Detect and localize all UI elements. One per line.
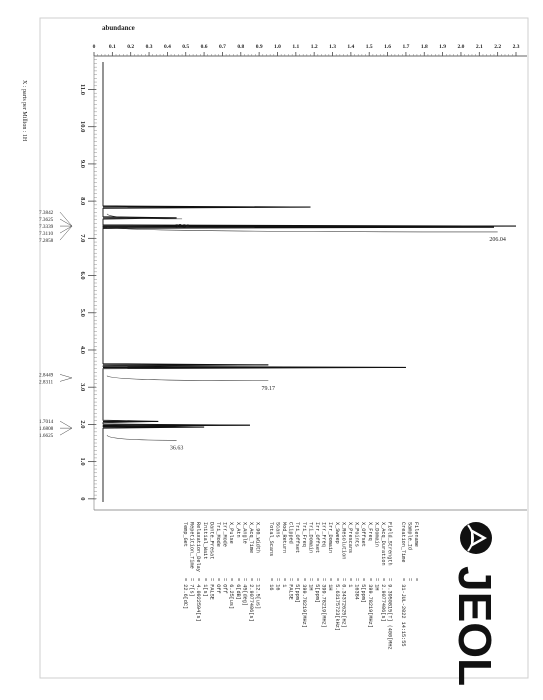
peak-label-connector [60,428,72,435]
logo-emblem-icon [460,522,492,554]
param-name: Tri_Freq [300,522,307,547]
param-value: = [406,578,413,582]
peak-label-connector [60,226,72,233]
y-tick-label: 0.5 [182,44,190,50]
peak-label-connector [60,378,72,382]
peak-label: 7.3842 [39,210,54,217]
y-tick-label: 2.2 [494,44,502,50]
acquisition-parameters [182,522,419,650]
param-name: Irr_Mode [221,522,228,547]
param-value: = 12.5[us] [254,578,261,610]
param-name: Mod_Return [281,522,287,554]
param-value: = 1H [327,578,334,591]
param-value: = 399.78219[MHz] [300,578,307,628]
param-value: = 1H [307,578,314,591]
param-name: X_Prescans [347,522,353,554]
param-name: X_Angle [241,522,248,544]
y-tick-label: 0.3 [145,44,153,50]
param-name: X_Pulse [228,522,235,544]
integral-curve [107,435,177,440]
param-name: Tri_Mode [215,522,221,547]
peak-label-connector [60,374,72,378]
param-name: Irr_Domain [327,522,334,554]
param-value: = 2.9077406[s] [248,578,254,622]
param-value: = 22.6[dC] [182,578,188,610]
y-tick-label: 0.6 [200,44,208,50]
param-value: = FALSE [287,578,294,600]
param-name: X_Acq_Duration [380,522,386,566]
integral-value: 37.24 [175,223,189,230]
param-value: = 1 [281,578,287,588]
peak-label-connector [60,226,72,240]
x-tick-label: 7.0 [79,234,86,243]
y-tick-label: 1.5 [365,44,373,50]
param-value: = 16384 [353,578,360,600]
y-tick-label: 0.7 [218,44,226,50]
integral-curve [107,376,268,381]
y-tick-label: 0.4 [163,44,171,50]
param-value: = 5[ppm] [360,578,367,603]
param-value: = [413,578,419,582]
y-tick-label: 0.9 [255,44,263,50]
param-name: Creation_Time [399,522,406,563]
param-value: = 399.78219[MHz] [366,578,373,628]
x-tick-label: 10.0 [79,121,86,133]
y-tick-label: 2.3 [512,44,520,50]
y-tick-label: 1.8 [420,44,428,50]
param-value: = 6[dB] [234,578,241,600]
param-name: Temp_Get [182,522,188,547]
peak-group [103,62,516,502]
y-tick-label: 0.1 [108,44,116,50]
x-tick-label: 9.0 [79,159,86,168]
param-value: = 399.78219[MHz] [320,578,327,628]
param-value: = 0.34372625[Hz] [340,578,347,628]
spectrum-trace [103,62,516,502]
param-name: Irr_Freq [320,522,327,547]
param-name: X_90_Width [254,522,261,554]
param-value: = 9.3950815[T] (400[MHz [386,578,393,650]
y-tick-label: 0 [92,44,96,50]
integral-value: 79.17 [261,385,276,392]
param-value: = 1 [347,578,353,588]
y-tick-label: 1.3 [329,44,336,50]
peak-label: 2.8449 [39,372,54,379]
param-value: = 7[s] [188,578,195,597]
param-name: Filename [413,522,419,547]
param-value: = 6.25[us] [228,578,235,610]
param-value: = 4.0922594[s] [195,578,202,622]
y-tick-label: 0.8 [237,44,245,50]
param-name: Sample_Id [406,522,413,551]
param-name: X_Freq [366,522,373,541]
peak-label: 1.6808 [39,426,54,433]
param-value: = 1[s] [201,578,208,597]
param-name: Scans [274,522,281,538]
peak-label-connector [60,421,72,428]
y-tick-label: 2.1 [475,44,483,50]
y-tick-label: 1.4 [347,44,355,50]
peak-label: 7.3339 [39,224,54,231]
param-value: = 31-JUL-2022 14:15:55 [399,578,406,647]
param-name: X_Domain [373,522,380,547]
param-value: = 5[ppm] [314,578,320,603]
param-value: = FALSE [208,578,215,600]
peak-label-connector [60,219,72,226]
param-name: Total_Scans [267,522,274,557]
param-name: Initial_Wait [201,522,208,560]
param-value: = 2.9077406[s] [380,578,386,622]
param-name: Repetition_Time [188,522,195,569]
y-tick-label: 1.1 [292,44,300,50]
integral-value: 206.04 [489,236,506,243]
x-tick-label: 3.0 [79,383,86,392]
y-tick-label: 1.2 [310,44,318,50]
peak-label: 2.8311 [39,379,54,386]
param-name: X_Acq_Time [248,522,254,554]
x-tick-label: 6.0 [79,271,86,280]
y-tick-label: 0.2 [127,44,135,50]
y-tick-label: 1.0 [274,44,281,50]
x-tick-label: 1.0 [79,457,86,466]
y-tick-group [93,44,520,56]
param-value: = Off [215,578,221,594]
param-name: Dante_Presat [208,522,215,560]
x-tick-label: 0 [79,497,86,501]
param-value: = 5.63175723[kHz] [333,578,340,631]
param-name: X_Resolution [340,522,347,560]
y-axis-label: abundance [102,24,135,32]
peak-label-connector [60,212,72,226]
peak-label: 1.6625 [39,433,54,440]
param-name: X_Atn [234,522,241,538]
jeol-logo [449,522,501,686]
param-name: Tri_Offset [294,522,301,554]
y-tick-label: 1.6 [384,44,392,50]
logo-text: JEOL [449,566,501,687]
y-tick-label: 2.0 [457,44,465,50]
param-name: Tri_Domain [307,522,314,554]
peak-label: 7.3110 [39,231,54,238]
x-tick-label: 11.0 [79,83,86,96]
param-name: X_Points [353,522,360,547]
x-axis-label: X : parts per Million : 1H [21,80,27,142]
y-tick-label: 1.9 [439,44,447,50]
integral-value: 36.63 [169,445,184,452]
param-name: Clipped [287,522,294,544]
integral-group [107,214,506,451]
peak-label: 1.7014 [39,419,54,426]
x-tick-label: 4.0 [79,345,86,355]
peak-label-group [39,210,72,439]
param-value: = 16 [274,578,281,591]
param-value: = 1H [373,578,380,591]
param-value: = Off [221,578,228,594]
param-value: = 5[ppm] [294,578,301,603]
y-tick-label: 1.7 [402,44,410,50]
param-name: Relaxation_Delay [195,522,202,572]
param-value: = 16 [267,578,274,591]
x-tick-label: 2.0 [79,420,86,429]
param-name: X_Sweep [333,522,340,544]
x-tick-label: 5.0 [79,308,86,317]
param-name: Field_Strength [386,522,393,566]
param-value: = 45[deg] [241,578,248,607]
param-name: X_Offset [360,522,367,547]
peak-label: 7.3625 [39,217,54,224]
param-name: Irr_Offset [314,522,320,554]
peak-label: 7.2858 [39,238,54,245]
x-tick-label: 8.0 [79,197,86,206]
